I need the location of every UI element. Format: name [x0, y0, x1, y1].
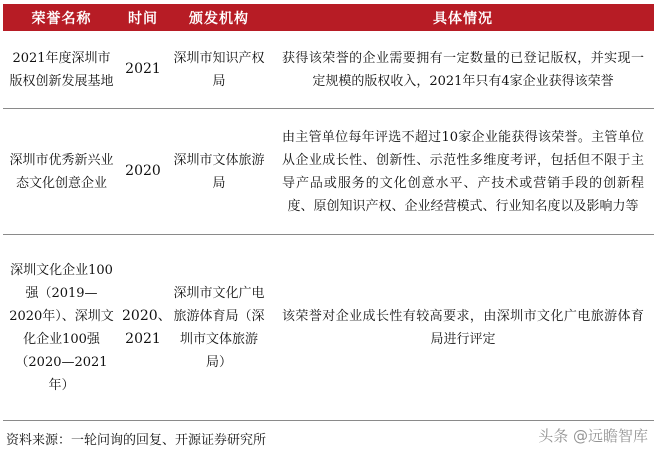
- cell-detail: 由主管单位每年评选不超过10家企业能获得该荣誉。主管单位从企业成长性、创新性、示范性多维度考评，包括但不限于主导产品或服务的文化创意水平、产技术或营销手段的创新程度、原创知识产权、企业经营模式、行业知名度以及影响力等: [272, 109, 654, 235]
- cell-honor-name: 深圳市优秀新兴业态文化创意企业: [3, 109, 120, 235]
- table-row: [3, 235, 654, 421]
- cell-time: 2020、2021: [120, 235, 166, 421]
- header-detail: 具体情况: [272, 4, 654, 31]
- honors-table: [3, 4, 654, 421]
- cell-time: 2020: [120, 109, 166, 235]
- table-row: [3, 109, 654, 235]
- table-header-row: [3, 4, 654, 31]
- table-row: [3, 31, 654, 109]
- watermark: 头条 @远瞻智库: [538, 427, 648, 445]
- cell-honor-name: 深圳文化企业100强（2019—2020年）、深圳文化企业100强（2020—2021年）: [3, 235, 120, 421]
- cell-issuer: 深圳市知识产权局: [166, 31, 272, 109]
- header-time: 时间: [120, 4, 166, 31]
- header-honor-name: 荣誉名称: [3, 4, 120, 31]
- header-issuer: 颁发机构: [166, 4, 272, 31]
- cell-issuer: 深圳市文体旅游局: [166, 109, 272, 235]
- cell-detail: 获得该荣誉的企业需要拥有一定数量的已登记版权，并实现一定规模的版权收入，2021年只有4家企业获得该荣誉: [272, 31, 654, 109]
- cell-honor-name: 2021年度深圳市版权创新发展基地: [3, 31, 120, 109]
- cell-time: 2021: [120, 31, 166, 109]
- cell-detail: 该荣誉对企业成长性有较高要求，由深圳市文化广电旅游体育局进行评定: [272, 235, 654, 421]
- cell-issuer: 深圳市文化广电旅游体育局（深圳市文体旅游局）: [166, 235, 272, 421]
- source-note: 资料来源：一轮问询的回复、开源证券研究所: [6, 433, 267, 448]
